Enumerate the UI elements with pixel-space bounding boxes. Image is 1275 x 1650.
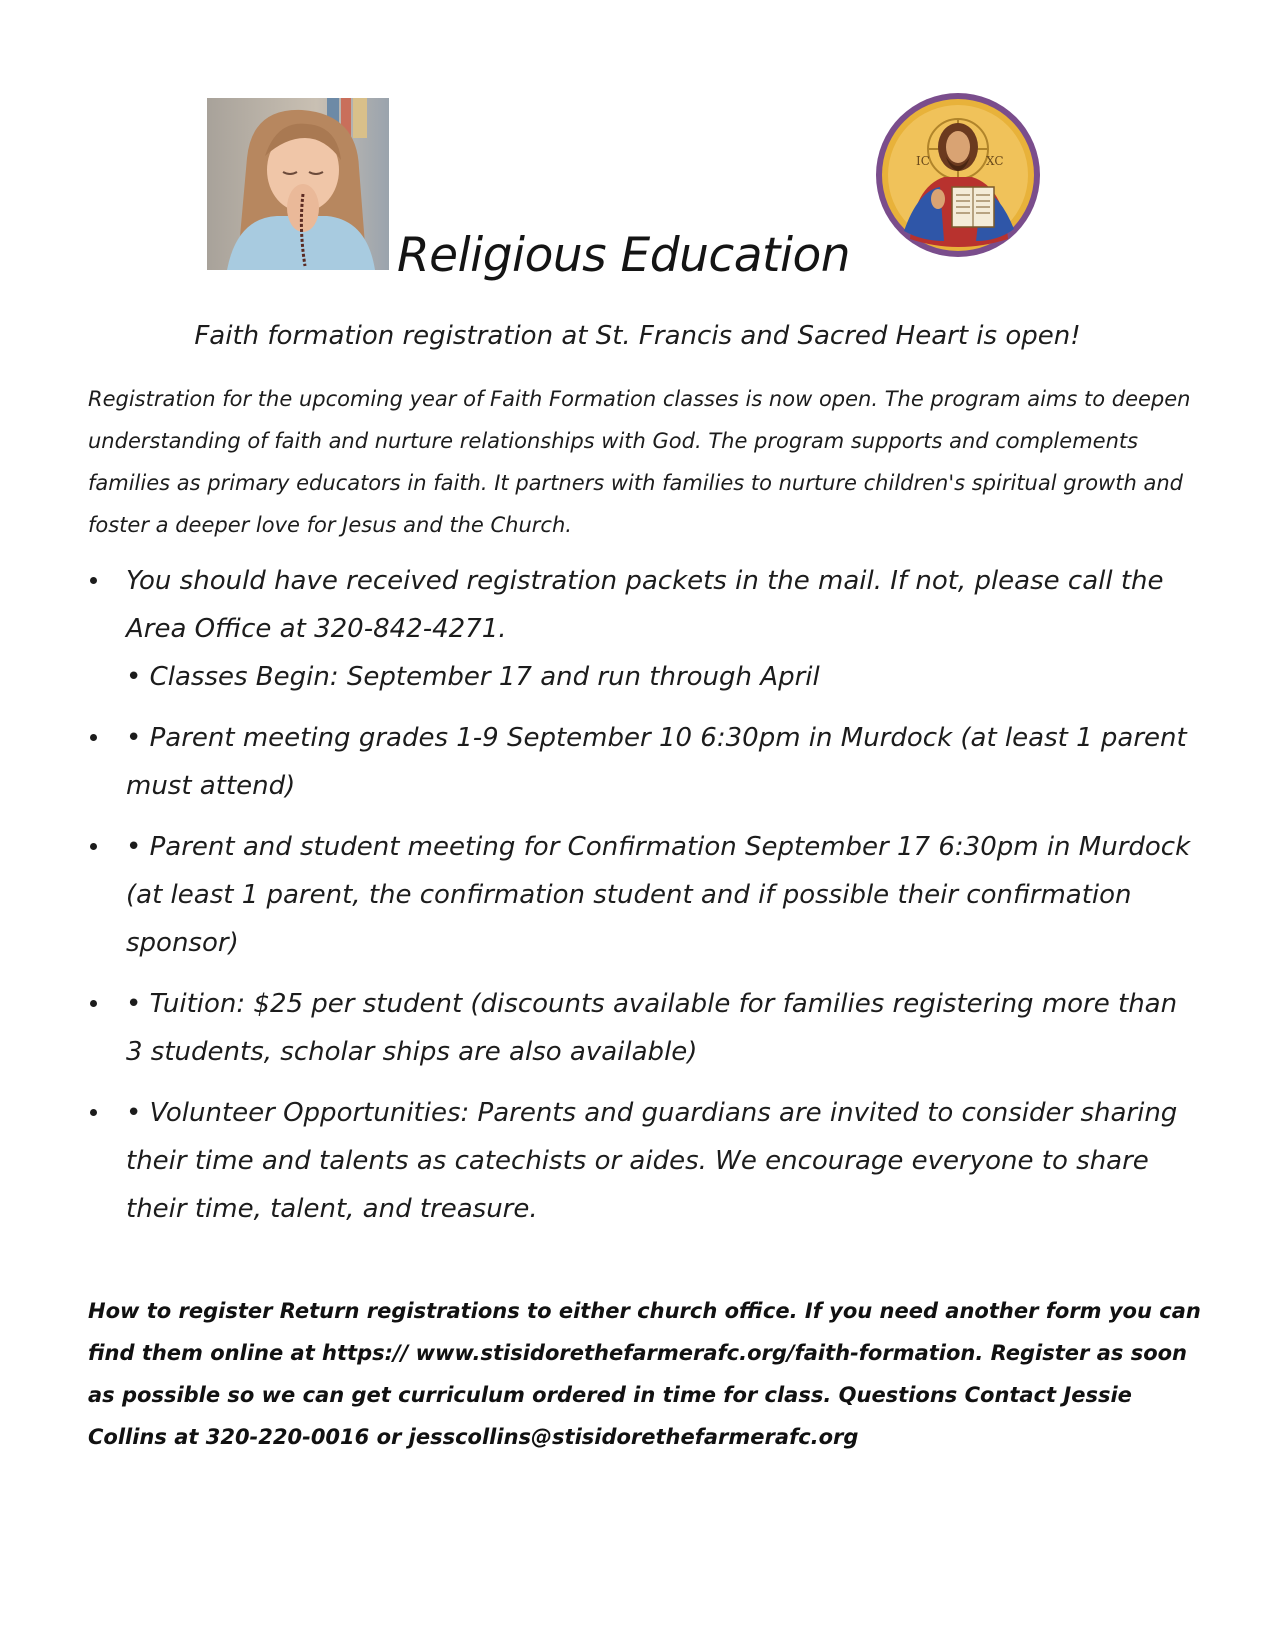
registration-instructions: How to register Return registrations to either church office. If you need another form you can find them online at https:// www.stisidorethefarmerafc.org/faith-formation. Register as soon as possible so we can get curriculum ordered in time for class. Questions Contact Jessie Collins at 320-220-0016 or jesscollins@stisidorethefarmerafc.org [88, 1299, 1201, 1449]
bullet-dot-icon [90, 843, 97, 850]
medal-letters-left: IC [916, 154, 930, 168]
list-item [88, 980, 1200, 1076]
list-item [88, 714, 1200, 810]
subtitle: Faith formation registration at St. Francis and Sacred Heart is open! [194, 321, 1081, 351]
medal-letters-right: XC [986, 154, 1004, 168]
bullet-dot-icon [90, 734, 97, 741]
girl-praying-photo [207, 98, 389, 270]
list-item-text: • Parent meeting grades 1-9 September 10 6:30pm in Murdock (at least 1 parent must attend) [126, 723, 1187, 801]
list-item-text: You should have received registration packets in the mail. If not, please call the Area Office at 320-842-4271. [126, 566, 1164, 644]
bullet-dot-icon [90, 1000, 97, 1007]
list-item [88, 823, 1200, 967]
list-item [88, 1089, 1200, 1233]
list-item-text: • Classes Begin: September 17 and run through April [126, 662, 820, 692]
bullet-dot-icon [90, 1109, 97, 1116]
info-list [88, 557, 1200, 1246]
list-item-text: • Parent and student meeting for Confirmation September 17 6:30pm in Murdock (at least 1 parent, the confirmation student and if possible their confirmation sponsor) [126, 832, 1191, 958]
intro-paragraph: Registration for the upcoming year of Faith Formation classes is now open. The program aims to deepen understanding of faith and nurture relationships with God. The program supports and complements families as primary educators in faith. It partners with families to nurture children's spiritual growth and foster a deeper love for Jesus and the Church. [88, 387, 1191, 537]
page-title: Religious Education [397, 228, 851, 283]
bullet-dot-icon [90, 577, 97, 584]
christ-pantocrator-icon [874, 91, 1042, 259]
list-item-text: • Volunteer Opportunities: Parents and guardians are invited to consider sharing their time and talents as catechists or aides. We encourage everyone to share their time, talent, and treasure. [126, 1098, 1178, 1224]
list-item [88, 557, 1200, 701]
list-item-text: • Tuition: $25 per student (discounts available for families registering more than 3 students, scholar ships are also available) [126, 989, 1178, 1067]
